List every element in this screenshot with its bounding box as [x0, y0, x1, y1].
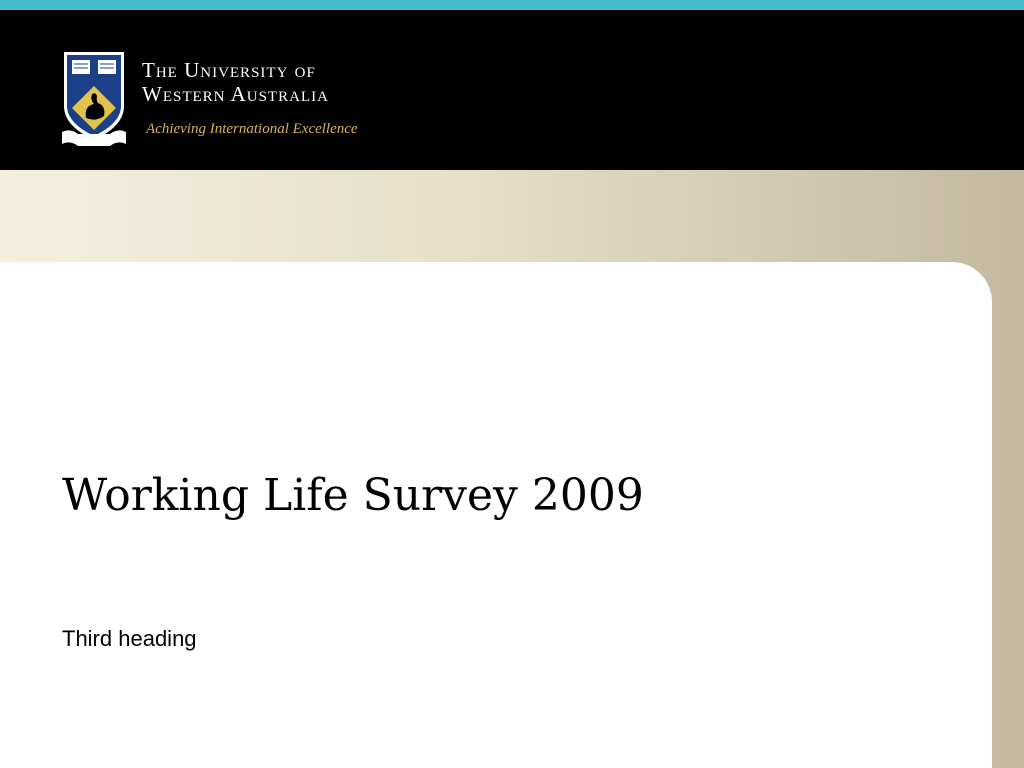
- university-name-line1: The University of: [142, 58, 316, 82]
- accent-strip: [0, 0, 1024, 10]
- uwa-crest-icon: [60, 48, 128, 148]
- header-band: [0, 10, 1024, 170]
- slide-subtitle: Third heading: [62, 626, 197, 651]
- university-tagline: Achieving International Excellence: [146, 121, 358, 137]
- slide-title: Working Life Survey 2009: [62, 470, 644, 521]
- university-logo: [60, 48, 380, 148]
- university-name: [142, 58, 329, 106]
- university-name-line2: Western Australia: [142, 82, 329, 106]
